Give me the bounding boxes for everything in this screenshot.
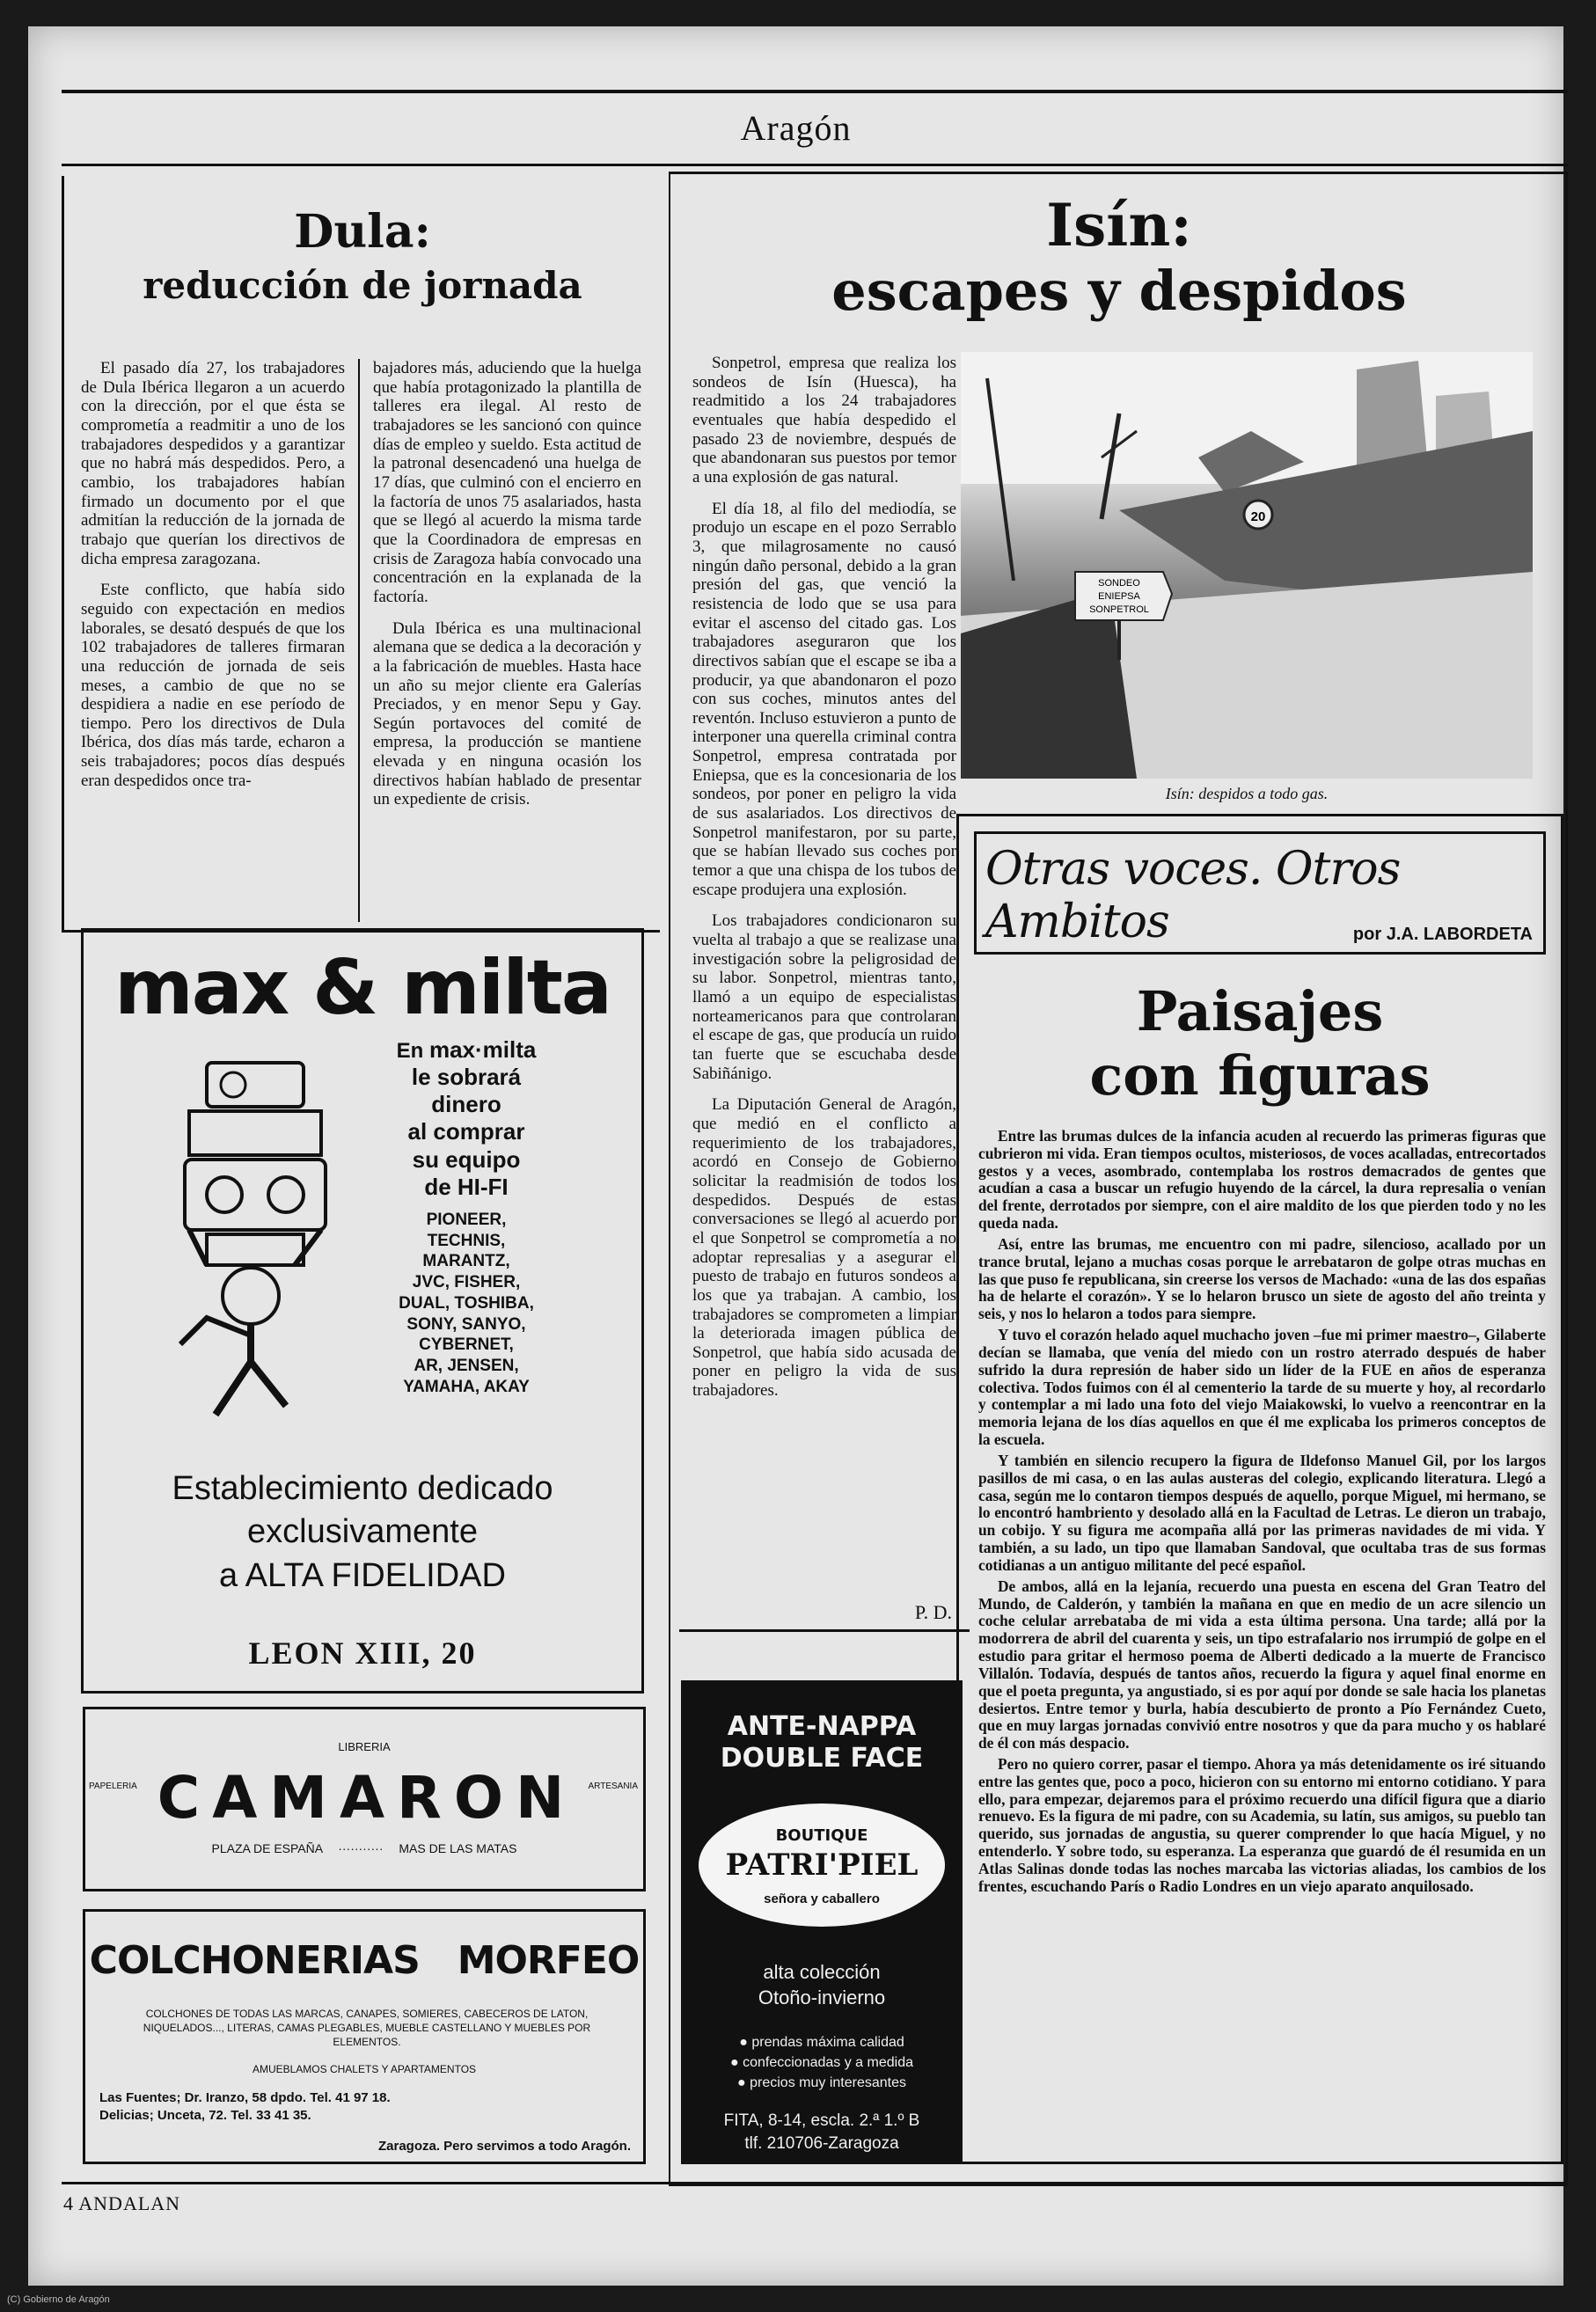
patripiel-collection: [681, 1960, 963, 2010]
isin-paragraph: Los trabajadores condicionaron su vuelta al trabajo a que se realizase una investigación sobre la peligrosidad de su labor. Sonpetrol, mientras tanto, llamó a un equipo de especialistas norteamericanos para que controlaran el escape de gas, que producía un ruido tan fuerte que se escuchaba desde Sabiñánigo.: [692, 911, 956, 1083]
column-paragraph: Y tuvo el corazón helado aquel muchacho joven –fue mi primer maestro–, Gilaberte decían se llamaba, que venía del miedo con un rostro aterrado después de haber sufrido la dura represión de haber sido un líder de la FUE en años de esperanza colectiva. Todos fuimos con él al cementerio la tarde de su muerte y hoy, al recordarlo y contemplar a mi lado una foto del viejo Maiakowski, lo vuelvo a reencontrar en la memoria lejana de los días aquellos en que él me explicaba los primeros conceptos de la escuela.: [978, 1326, 1546, 1449]
maxmilta-offer-line: de HI-FI: [424, 1173, 509, 1200]
maxmilta-tagline: Establecimiento dedicado: [172, 1470, 553, 1507]
column-logo-box: [974, 831, 1546, 955]
camaron-locations: [85, 1841, 643, 1855]
maxmilta-offer-line: dinero: [431, 1091, 501, 1118]
patripiel-bullet: ● prendas máxima calidad: [739, 2035, 904, 2050]
patripiel-contact: [681, 2110, 963, 2155]
maxmilta-brand-list-item: MARANTZ,: [422, 1252, 510, 1271]
patripiel-bullet-text: confeccionadas y a medida: [743, 2055, 913, 2071]
column-paragraph: De ambos, allá en la lejanía, recuerdo una puesta en escena del Gran Teatro del Mundo, de Calderón, y también la mañana en que en medio de un acre silencio un coche celular arrebataba de mi vida a esta última persona. Una tarde; allá por la modorrera de abril del cuarenta y seis, un tipo estrafalario nos irrumpió de golpe en el estudio para gritar el hermoso poema de Alberti dedicado a la muerte de Francisco Villalón. Todavía, después de tantos años, recuerdo la figura y aquel final enorme en que el poeta pregunta, ya angustiado, si es por aquí por donde se sale hacia los planetas desiertos. Entre temor y burla, había descubierto de pronto a Pío Fernández Cueto, que en muy largas jornadas convivió entre nosotros y que da para mucho y os hablaré de él con más despacio.: [978, 1577, 1546, 1752]
isin-headline: [679, 191, 1559, 323]
maxmilta-offer-line: al comprar: [407, 1118, 525, 1145]
patripiel-headline: [681, 1711, 963, 1774]
isin-title-line2: escapes y despidos: [831, 258, 1407, 323]
ad-morfeo: [83, 1909, 646, 2164]
patripiel-bullet-text: prendas máxima calidad: [751, 2035, 904, 2050]
isin-title-line1: Isín:: [1046, 191, 1192, 260]
dula-paragraph: bajadores más, aduciendo que la huelga que había protagonizado la plantilla de talleres era ilegal. Al resto de trabajadores se les sancionó con quince días de empleo y sueldo. Esta actitud de la patronal desencadenó una huelga de 17 días, que culminó con el encierro en la factoría de unos 75 asalariados, hasta que se llegó al acuerdo la misma tarde que la Coordinadora de empresas en crisis de Zaragoza había convocado una concentración en la explanada de la factoría.: [373, 359, 641, 606]
isin-signature: P. D.: [914, 1601, 952, 1623]
morfeo-addresses: [99, 2089, 627, 2125]
isin-photo-scene: [961, 352, 1533, 779]
patripiel-headline-line: ANTE-NAPPA: [727, 1711, 917, 1742]
patripiel-bullets: [681, 2032, 963, 2094]
bottom-rule: [62, 2182, 1568, 2184]
morfeo-name: COLCHONERIAS MORFEO: [89, 1938, 640, 1983]
isin-paragraph: La Diputación General de Aragón, que medió en el conflicto a requerimiento de los trabajadores, acordó en Consejo de Gobierno solicitar la readmisión de todos los despedidos. Después de estas conversaciones se llegó al acuerdo por el que Sonpetrol se comprometía a no adoptar represalias y a asegurar el puesto de trabajo en futuros sondeos a los que ya trabajan. A cambio, los trabajadores se comprometen a limpiar la deteriorada imagen pública de Sonpetrol, que había sido acusada de poner en peligro la vida de sus trabajadores.: [692, 1095, 956, 1401]
morfeo-furnishing: AMUEBLAMOS CHALETS Y APARTAMENTOS: [252, 2063, 477, 2075]
morfeo-address-line: Delicias; Unceta, 72. Tel. 33 41 35.: [99, 2108, 311, 2124]
ad-patripiel: [681, 1680, 963, 2164]
section-title: Aragón: [740, 108, 852, 148]
patripiel-sub: señora y caballero: [764, 1891, 880, 1906]
maxmilta-tag-prefix: En: [396, 1039, 424, 1063]
isin-end-rule: [679, 1629, 970, 1632]
page-footer: 4 ANDALAN: [63, 2192, 181, 2214]
morfeo-address-line: Las Fuentes; Dr. Iranzo, 58 dpdo. Tel. 41 97 18.: [99, 2090, 391, 2105]
column-logo: Otras voces. Otros Ambitos: [985, 843, 1401, 948]
column-paragraph: Así, entre las brumas, me encuentro con mi padre, silencioso, acallado por un trance brutal, lejano a muchas cosas porque le arrebataron de golpe otras muchas en las que puso fe republicana, sin creerse los versos de Machado: «una de las dos españas ha de helarte el corazón». Y se lo helaron brusco un siete de agosto del año treinta y seis, y nos lo helaron a todos para siempre.: [978, 1234, 1546, 1323]
patripiel-bullet: ● confeccionadas y a medida: [729, 2055, 913, 2071]
column-headline: [961, 981, 1559, 1107]
newspaper-page: [28, 26, 1563, 2286]
maxmilta-tagline: a ALTA FIDELIDAD: [219, 1556, 506, 1594]
camaron-loc-left: PLAZA DE ESPAÑA: [211, 1841, 323, 1855]
column-paragraph: Y también en silencio recupero la figura de Ildefonso Manuel Gil, por los largos pasillos de mi casa, o en las aulas austeras del colegio, explicando literatura. Llegó a casa, según me lo contaron tiempos después de aquello, porque Miguel, mi hermano, se lo encontró hambriento y desolado allá en la Facultad de Letras. Le dieron un trabajo, un cobijo. Y su figura me acompaña allá por las primeras navidades de mi vida. Y también, a su lado, un tipo que llamaban Sandoval, que ocultaba tras de sus formas cotidianas a un antiguo militante del pecé español.: [978, 1451, 1546, 1574]
maxmilta-brand-list-item: PIONEER,: [426, 1210, 507, 1229]
maxmilta-offer-line: le sobrará: [411, 1064, 522, 1090]
dula-title-line2: reducción de jornada: [143, 264, 582, 308]
maxmilta-offer-line: su equipo: [412, 1145, 521, 1173]
section-rule: [62, 164, 1568, 166]
dula-paragraph: Este conflicto, que había sido seguido con expectación en medios laborales, se desató después de que los 102 trabajadores de talleres firmaran una reducción de jornada de seis meses, a cambio de que no se despidiera a nadie en ese período de tiempo. Pero los directivos de Dula Ibérica, dos días más tarde, echaron a seis trabajadores; pocos días después eran despedidos once tra-: [81, 581, 345, 790]
dula-column-2: [373, 359, 641, 822]
copyright-note: (C) Gobierno de Aragón: [7, 2294, 110, 2305]
maxmilta-taglines: [84, 1467, 641, 1598]
patripiel-bullet-text: precios muy interesantes: [750, 2075, 906, 2091]
dula-column-1: [81, 359, 345, 802]
column-paragraph: Pero no quiero correr, pasar el tiempo. Ahora ya más detenidamente os iré situando entre las gentes que, poco a poco, hicieron con su entorno mi entorno cotidiano. Y para ello, para empezar, dejaremos para el próximo recuerdo una difícil figura que a diario renuevo. Es la figura de mi padre, con su Academia, su latín, sus amigos, su pueblo tan querido, sus jornadas de angustia, su querer comprender lo que hacía Miguel, y no entenderlo. Y sobre todo, su esperanza. La esperanza que guardó de él resumida en un Atlas Salinas donde todas las noches marcaba las victorias aliadas, los cambios de los frentes, escuchando París o Radio Londres en un viejo aparato anquilosado.: [978, 1754, 1546, 1895]
patripiel-collection-line: alta colección: [763, 1961, 881, 1983]
isin-photo: [961, 352, 1533, 779]
road-sign-line1: SONDEO: [1098, 578, 1140, 589]
patripiel-phone: tlf. 210706-Zaragoza: [744, 2133, 899, 2153]
camaron-name: CAMARON: [157, 1764, 577, 1832]
top-rule: [62, 90, 1568, 93]
maxmilta-brand-list-item: JVC, FISHER,: [412, 1273, 521, 1292]
maxmilta-tagline: exclusivamente: [247, 1513, 478, 1551]
ad-maxmilta: [81, 928, 644, 1694]
patripiel-boutique: BOUTIQUE: [775, 1826, 868, 1845]
maxmilta-illustration: [154, 1054, 356, 1423]
maxmilta-tag-brand: max·milta: [428, 1036, 537, 1063]
column-body: [978, 1128, 1546, 1899]
dula-column-rule: [358, 359, 360, 922]
column-title-line1: Paisajes: [1136, 979, 1384, 1043]
camaron-label-top: LIBRERIA: [338, 1740, 391, 1753]
dula-title-line1: Dula:: [294, 205, 431, 259]
road-sign-line2: ENIEPSA: [1098, 591, 1140, 602]
morfeo-footer: Zaragoza. Pero servimos a todo Aragón.: [377, 2139, 631, 2154]
morfeo-products: COLCHONES DE TODAS LAS MARCAS, CANAPES, SOMIERES, CABECEROS DE LATON, NIQUELADOS..., LITERAS, CAMAS PLEGABLES, MUEBLE CASTELLANO Y MUEBLES POR ELEMENTOS.: [143, 2008, 591, 2049]
maxmilta-brand-list-item: YAMAHA, AKAY: [403, 1377, 530, 1396]
camaron-label-right: ARTESANIA: [588, 1782, 638, 1791]
speed-sign-text: 20: [1250, 509, 1266, 524]
ad-camaron: [83, 1707, 646, 1891]
maxmilta-brand-list-item: DUAL, TOSHIBA,: [399, 1293, 534, 1313]
maxmilta-brand-list-item: CYBERNET,: [419, 1335, 514, 1355]
isin-body: [692, 354, 956, 1413]
isin-photo-caption: Isín: despidos a todo gas.: [1165, 785, 1329, 802]
camaron-loc-dots: ···········: [338, 1841, 384, 1855]
maxmilta-brand: max & milta: [114, 944, 611, 1032]
camaron-loc-right: MAS DE LAS MATAS: [399, 1841, 517, 1855]
patripiel-collection-line: Otoño-invierno: [758, 1986, 886, 2008]
maxmilta-brand-list-item: TECHNIS,: [427, 1231, 506, 1250]
maxmilta-brand-list-item: SONY, SANYO,: [406, 1314, 526, 1334]
patripiel-headline-line: DOUBLE FACE: [720, 1743, 924, 1774]
column-paragraph: Entre las brumas dulces de la infancia acuden al recuerdo las primeras figuras que cubrieron mi vida. Eran tiempos ocultos, misteriosos, de voces acalladas, entrecortados gestos y a veces, asombrado, contemplaba los rostros demacrados de gentes que acudían a casa a buscar un refugio huyendo de la cárcel, la dura represalia o venían del frente, derrotados por siempre, con el aire maldito de los que pierden todo y no les queda nada.: [978, 1127, 1546, 1233]
dula-paragraph: El pasado día 27, los trabajadores de Dula Ibérica llegaron a un acuerdo con la dirección, por el que ésta se comprometía a readmitir a uno de los trabajadores despedidos y a garantizar que no habrá más despedidos. Pero, a cambio, los trabajadores habían firmado un documento por el que admitían la reducción de la jornada de trabajo que querían los directivos de dicha empresa zaragozana.: [81, 359, 345, 568]
maxmilta-address: LEON XIII, 20: [248, 1635, 477, 1671]
maxmilta-offer: [356, 1036, 576, 1398]
patripiel-name: PATRI'PIEL: [725, 1847, 919, 1883]
column-byline: por J.A. LABORDETA: [1352, 925, 1533, 944]
patripiel-address: FITA, 8-14, escla. 2.ª 1.º B: [723, 2111, 920, 2130]
patripiel-bullet: ● precios muy interesantes: [737, 2075, 906, 2091]
column-title-line2: con figuras: [1089, 1043, 1431, 1108]
isin-paragraph: Sonpetrol, empresa que realiza los sondeos de Isín (Huesca), ha readmitido a los 24 trabajadores eventuales que había despedido el pasado 23 de noviembre, después de que abandonaran sus puestos por temor a una explosión de gas natural.: [692, 354, 956, 487]
patripiel-logo: [699, 1804, 945, 1927]
camaron-label-left: PAPELERIA: [89, 1782, 137, 1791]
dula-paragraph: Dula Ibérica es una multinacional alemana que se dedica a la decoración y a la fabricación de muebles. Hasta hace un año su mejor cliente era Galerías Preciados, y en menor Sepu y Gay. Según portavoces del comité de empresa, la producción se mantiene elevada y en ninguna ocasión los directivos habían hablado de presentar un expediente de crisis.: [373, 618, 641, 809]
dula-headline: [72, 207, 653, 306]
road-sign-line3: SONPETROL: [1089, 604, 1149, 615]
maxmilta-brand-list-item: AR, JENSEN,: [414, 1357, 519, 1376]
isin-paragraph: El día 18, al filo del mediodía, se produjo un escape en el pozo Serrablo 3, que milagrosamente no causó ningún daño personal, debido a la gran presión del gas, que venció la resistencia de lodo que se usa para evitar el ascenso del citado gas. Los trabajadores aseguraron que los directivos sabían que el escape se iba a producir, ya que abandonaron el pozo con sus coches, minutos antes del reventón. Incluso estuvieron a punto de interponer una querella criminal contra Sonpetrol, empresa contratada por Eniepsa, que es la concesionaria de los sondeos, por poner en peligro la vida de sus asalariados. Los directivos de Sonpetrol manifestaron, por su parte, que se habían llevado sus coches por temor a que una chispa de los tubos de escape produjera una explosión.: [692, 499, 956, 899]
